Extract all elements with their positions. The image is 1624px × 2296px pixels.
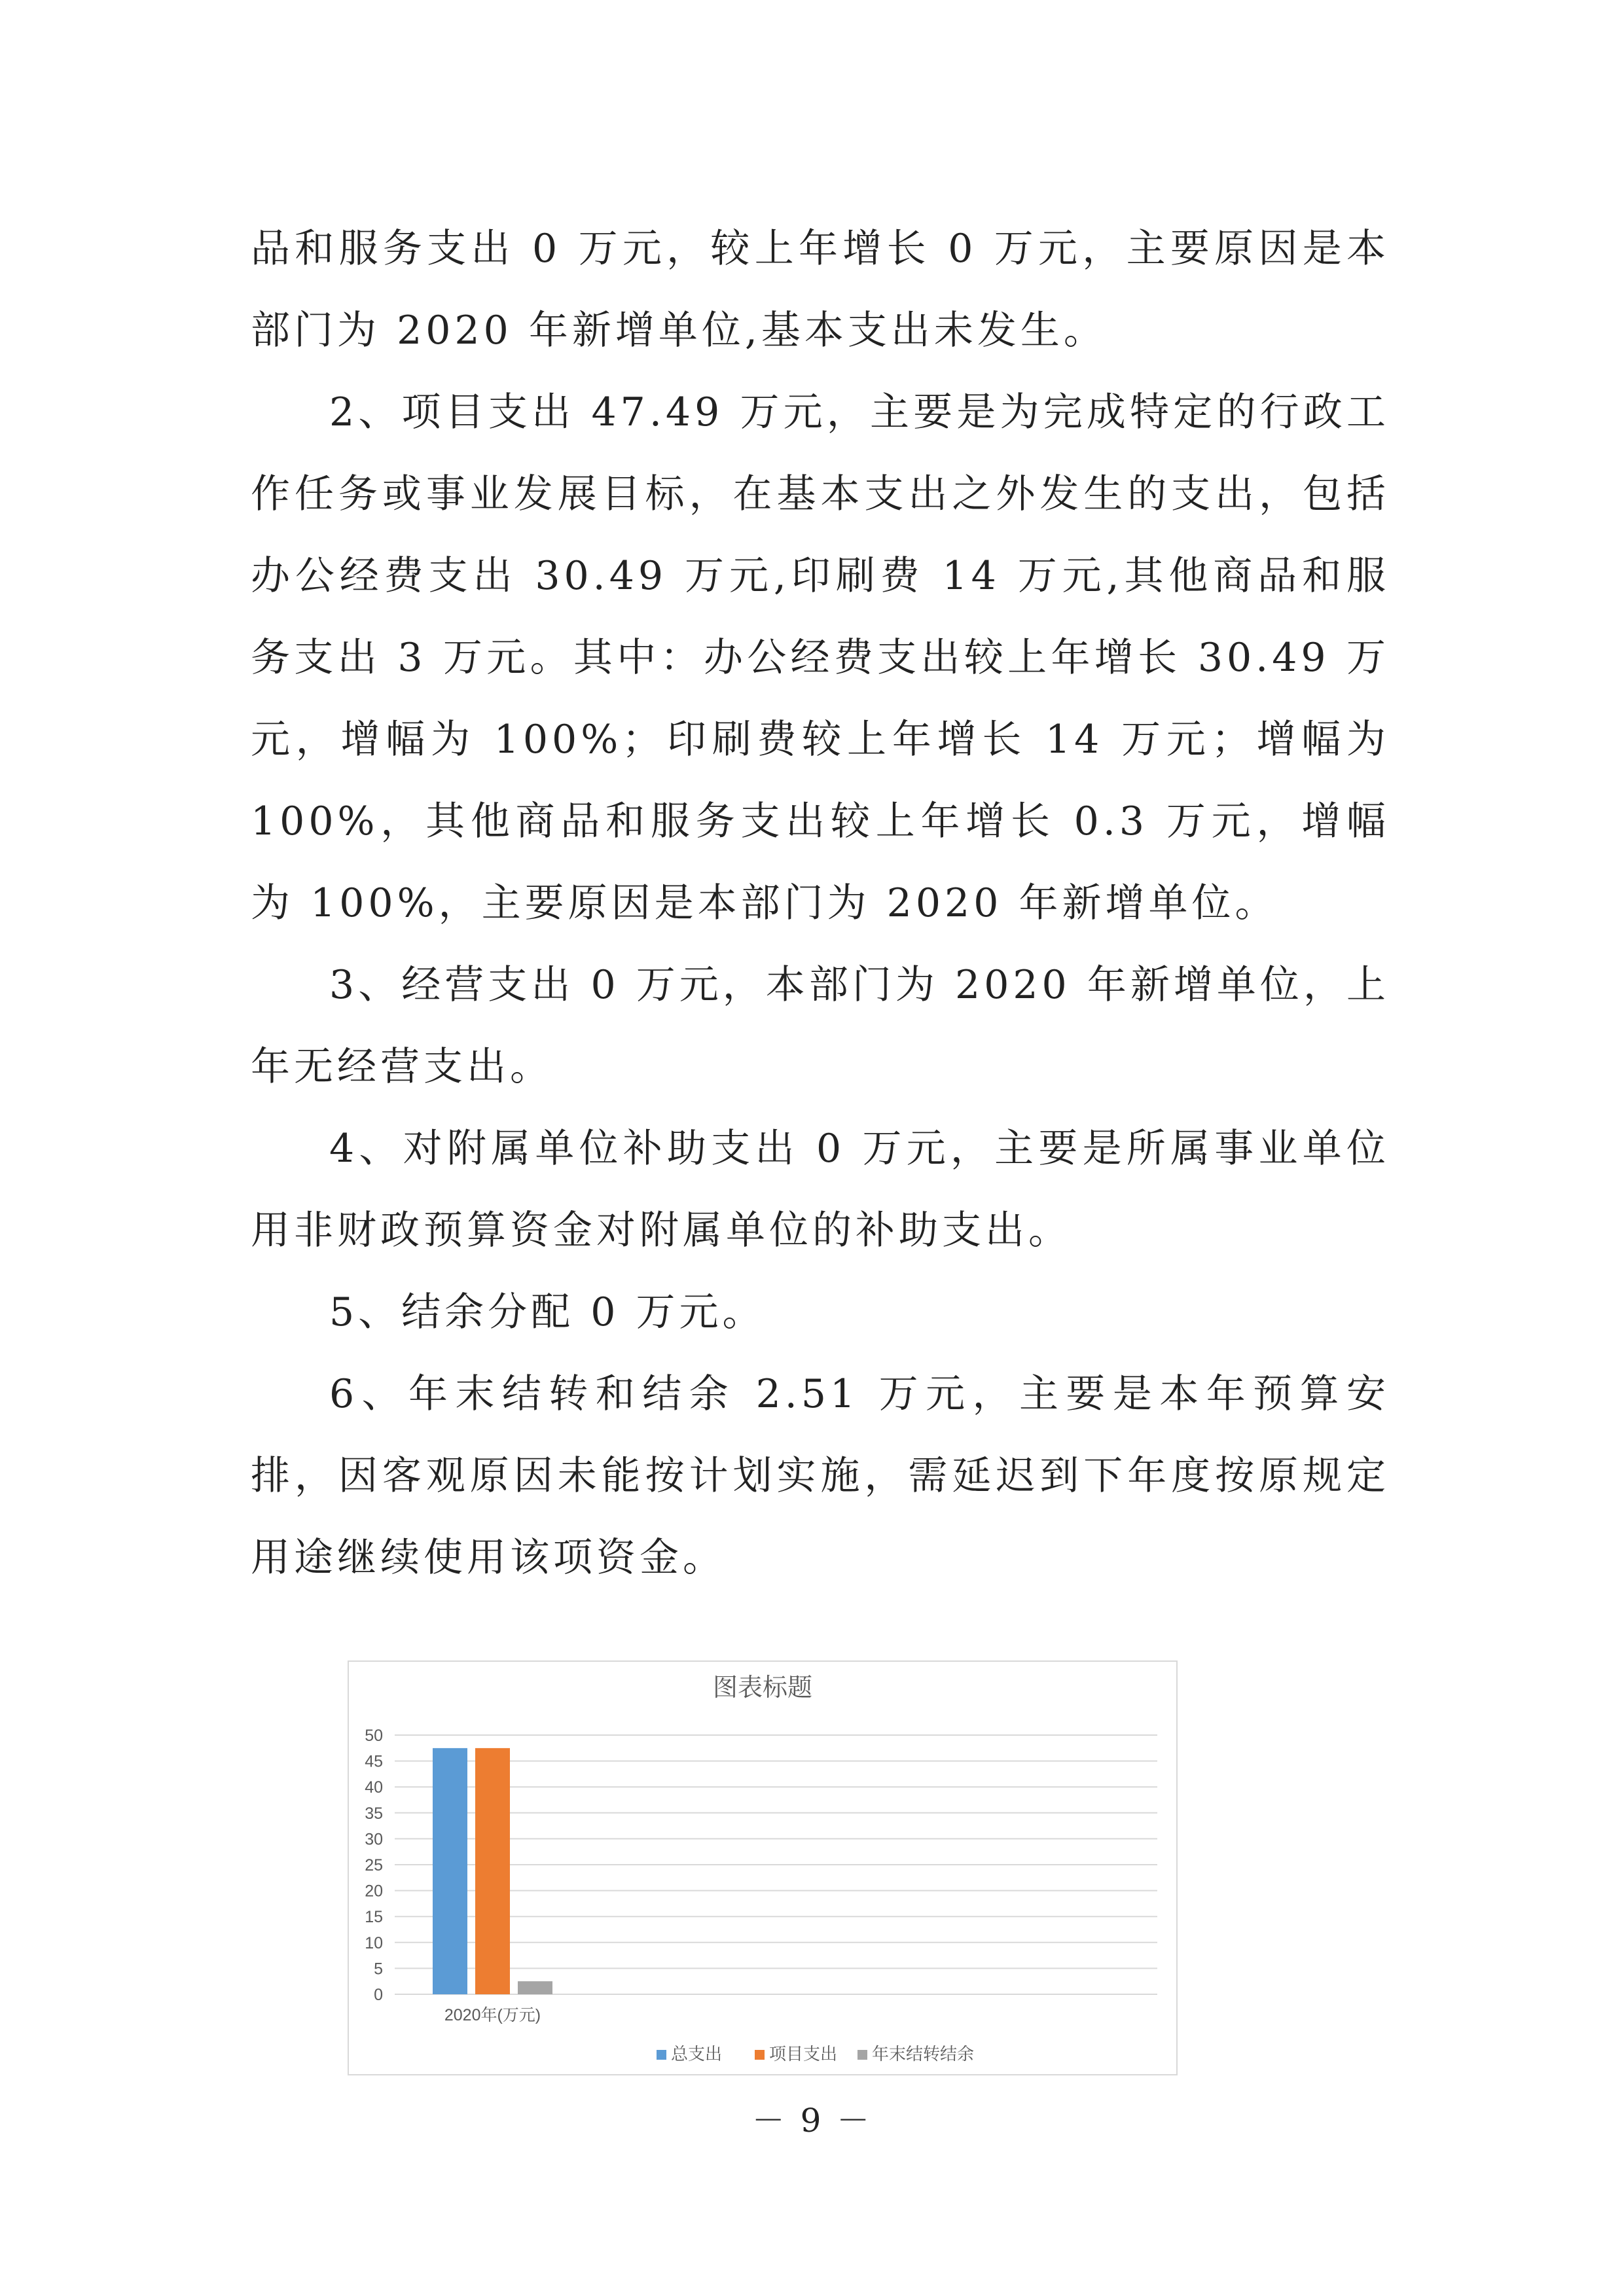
legend-swatch [857, 2050, 867, 2060]
chart-title: 图表标题 [712, 1673, 813, 1702]
x-category-label: 2020年(万元) [444, 2006, 541, 2024]
page-number: － 9 － [751, 2102, 873, 2140]
bar-total-expenditure [433, 1748, 467, 1994]
bar-year-end-balance [518, 1981, 552, 1994]
legend-swatch [657, 2050, 666, 2060]
bar-project-expenditure [475, 1748, 510, 1994]
y-tick-label: 20 [365, 1882, 383, 1901]
legend-swatch [755, 2050, 765, 2060]
y-tick-label: 10 [365, 1933, 383, 1952]
paragraph-continuation: 品和服务支出 0 万元，较上年增长 0 万元，主要原因是本部门为 2020 年新增单位,基本支出未发生。 [251, 226, 1390, 353]
y-tick-label: 5 [374, 1960, 383, 1979]
legend-label: 项目支出 [769, 2045, 838, 2064]
y-tick-label: 0 [374, 1986, 383, 2004]
paragraph-project-expenditure: 2、项目支出 47.49 万元，主要是为完成特定的行政工作任务或事业发展目标，在基本支出之外发生的支出，包括办公经费支出 30.49 万元,印刷费 14 万元,其他商品和服务支出 3 万元。其中：办公经费支出较上年增长 30.49 万元，增幅为 100%；印刷费较上年增长 14 万元；增幅为 100%，其他商品和服务支出较上年增长 0.3 万元，增幅为 100%，主要原因是本部门为 2020 年新增单位。 [251, 389, 1390, 926]
y-tick-label: 25 [365, 1856, 383, 1874]
chart-container [348, 1660, 1178, 2075]
y-tick-label: 50 [365, 1727, 383, 1745]
paragraph-surplus-distribution: 5、结余分配 0 万元。 [329, 1289, 766, 1335]
paragraph-year-end-balance: 6、年末结转和结余 2.51 万元，主要是本年预算安排，因客观原因未能按计划实施，需延迟到下年度按原规定用途继续使用该项资金。 [251, 1371, 1390, 1581]
y-tick-label: 35 [365, 1804, 383, 1823]
legend-label: 年末结转结余 [872, 2045, 975, 2064]
paragraph-operating-expenditure: 3、经营支出 0 万元，本部门为 2020 年新增单位，上年无经营支出。 [251, 962, 1390, 1090]
legend-label: 总支出 [671, 2045, 723, 2064]
y-tick-label: 45 [365, 1752, 383, 1771]
bar-chart [349, 1662, 1176, 2074]
paragraph-subsidy-expenditure: 4、对附属单位补助支出 0 万元，主要是所属事业单位用非财政预算资金对附属单位的补助支出。 [251, 1126, 1390, 1253]
y-tick-label: 40 [365, 1778, 383, 1797]
document-body [251, 208, 1390, 1599]
y-tick-label: 30 [365, 1830, 383, 1849]
y-tick-label: 15 [365, 1908, 383, 1927]
